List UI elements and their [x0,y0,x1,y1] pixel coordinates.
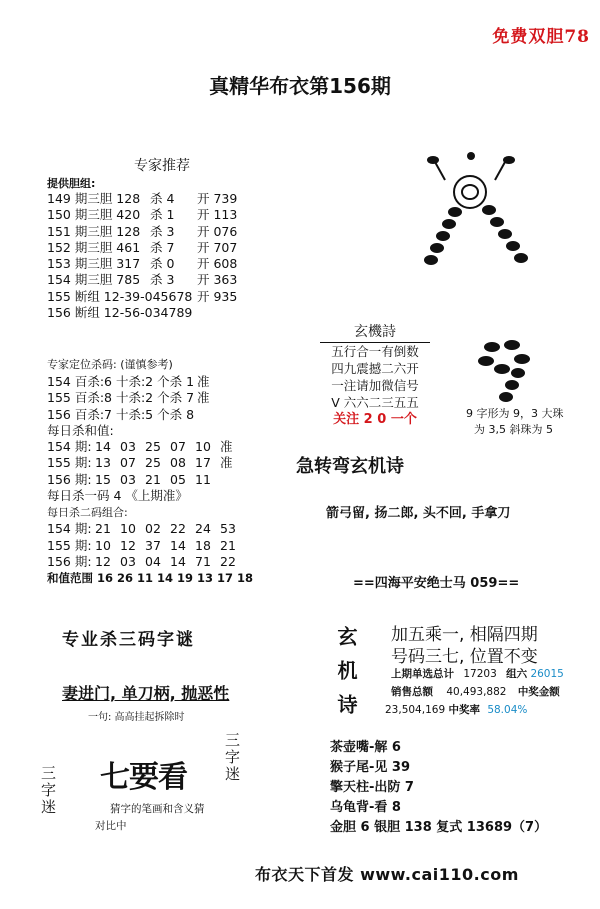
sum-row-num: 10 [195,439,211,455]
pair-row-label: 156 期: [47,553,92,569]
riddle-note-1: 猜字的笔画和含义猜 [110,803,205,815]
pair-heading: 每日杀二码组合: [47,506,128,520]
pair-row [47,521,297,537]
pair-row-num: 21 [220,537,236,553]
expert-row-open: 开 739 [197,191,238,206]
xuanji-line-1: 加五乘一, 相隔四期 [391,625,538,645]
expert-row [47,224,277,240]
pair-row-num: 12 [95,553,111,569]
pair-row [47,538,297,554]
mystic-line: V 六六二三五五 [331,395,419,410]
expert-row-kill: 杀 3 [150,272,175,288]
pair-row-num: 14 [170,537,186,553]
position-kill-row [47,407,297,423]
sum-heading: 每日杀和值: [47,422,114,438]
expert-subheading: 提供胆组: [47,177,96,190]
expert-row-open: 开 363 [197,272,238,288]
abacus-figure-icon [405,150,555,270]
expert-heading: 专家推荐 [134,158,190,174]
horse-line: ==四海平安绝士马 059== [353,576,520,591]
expert-rows [47,191,277,321]
mystic-line: 一注请加微信号 [331,378,419,393]
riddle-note-2: 对比中 [95,820,127,832]
pair-row-num: 71 [195,553,211,569]
expert-row-kill: 杀 7 [150,239,175,255]
xuanji-line-2: 号码三七, 位置不变 [391,647,538,667]
expert-row [47,272,277,288]
position-kill-row [47,374,297,390]
stat1-group-label: 组六 [506,668,528,680]
pair-row-num: 22 [220,553,236,569]
expert-row-kill: 杀 4 [150,191,175,206]
expert-row-issue: 155 断组 12-39-045678 [47,288,193,304]
position-kill-tag: 准 [197,390,210,406]
stat2-value: 40,493,882 [446,686,507,698]
xuanji-vertical-title: 玄机诗 [334,626,358,728]
range-line: 和值范围 16 26 11 14 19 13 17 18 [47,571,254,586]
position-kill-text: 156 百杀:7 十杀:5 个杀 8 [47,406,195,422]
riddle-hint: 一句: 高高挂起拆除时 [88,712,185,723]
sum-row-num: 17 [195,455,211,471]
expert-row [47,289,277,305]
riddle-side-right: 三字迷 [223,732,241,783]
expert-row-issue: 154 期三胆 785 [47,272,141,288]
stat3-value: 23,504,169 [385,704,446,716]
sum-row-label: 154 期: [47,439,92,455]
expert-row-open: 开 113 [197,207,238,223]
sum-row-num: 21 [145,471,161,487]
pair-row-num: 22 [170,521,186,537]
turn-poem-line: 箭弓留, 扬二郎, 头不回, 手拿刀 [326,506,511,521]
mystic-box [320,322,430,429]
tip-item: 茶壶嘴-解 6 [330,740,401,755]
expert-row [47,207,277,223]
sum-row-tag: 准 [220,455,233,471]
sum-row-num: 05 [170,471,186,487]
expert-row [47,305,277,321]
pair-row-num: 14 [170,553,186,569]
sum-row-num: 15 [95,471,111,487]
xuanji-stat-2 [391,684,560,699]
position-kill-rows [47,374,297,423]
sum-row-num: 25 [145,439,161,455]
sum-row-label: 155 期: [47,455,92,471]
mystic-line: 五行合一有倒数 [331,344,419,359]
pair-row-num: 53 [220,521,236,537]
position-kill-row [47,390,297,406]
mystic-title: 玄機詩 [320,322,430,343]
sum-row-tag: 准 [220,439,233,455]
pair-row-num: 37 [145,537,161,553]
pair-row-label: 155 期: [47,537,92,553]
expert-row-open: 开 608 [197,256,238,272]
riddle-phrase: 妻进门, 单刀柄, 抛恶性 [62,684,230,703]
sum-row-num: 14 [95,439,111,455]
tip-item: 擎天柱-出防 7 [330,780,414,795]
mystic-tip-1: 9 字形为 9，3 大珠 [466,407,564,420]
expert-row-issue: 152 期三胆 461 [47,239,141,255]
expert-row-issue: 156 断组 12-56-034789 [47,305,193,321]
pair-row-num: 03 [120,553,136,569]
pair-row-num: 24 [195,521,211,537]
position-kill-tag: 准 [197,374,210,389]
nine-beads-icon [472,335,542,403]
daily-kill: 每日杀一码 4 《上期准》 [47,488,188,504]
expert-row-issue: 150 期三胆 420 [47,207,141,223]
expert-row-kill: 杀 0 [150,256,175,272]
mystic-lines [320,343,430,411]
expert-row-kill: 杀 1 [150,207,175,223]
xuanji-stat-1 [391,666,564,681]
expert-section [47,155,277,321]
pair-row-num: 21 [95,521,111,537]
page-title: 真精华布衣第156期 [209,74,391,98]
expert-row [47,256,277,272]
position-kill-heading: 专家定位杀码: (谨慎参考) [47,358,173,371]
expert-row-issue: 151 期三胆 128 [47,223,141,239]
tip-item: 乌龟背-看 8 [330,800,401,815]
expert-row [47,240,277,256]
position-kill-text: 154 百杀:6 十杀:2 个杀 1 [47,374,195,389]
sum-row-num: 03 [120,471,136,487]
tip-item: 猴子尾-见 39 [330,760,411,775]
turn-poem-title: 急转弯玄机诗 [296,456,404,477]
stat1-value: 17203 [463,668,497,680]
pair-row-num: 10 [95,537,111,553]
expert-row-open: 开 707 [197,239,238,255]
stat2-tail: 中奖金额 [517,686,560,698]
expert-row-open: 开 935 [197,288,238,304]
position-kill-text: 155 百杀:8 十杀:2 个杀 7 [47,390,195,406]
sum-row-num: 13 [95,455,111,471]
stat3-label: 中奖率 [448,704,480,716]
pair-row-num: 02 [145,521,161,537]
free-badge: 免费双胆78 [492,27,590,47]
expert-row [47,191,277,207]
riddle-side-left: 三字迷 [39,765,57,816]
sum-row-num: 25 [145,455,161,471]
tips-list [330,738,547,838]
pair-row-num: 12 [120,537,136,553]
stat3-rate: 58.04% [487,704,528,716]
expert-row-issue: 149 期三胆 128 [47,191,141,206]
mystic-tip-2: 为 3,5 斜珠为 5 [474,423,553,436]
sum-row-label: 156 期: [47,471,92,487]
expert-row-kill: 杀 3 [150,223,175,239]
sum-row-num: 07 [170,439,186,455]
stat1-label: 上期单选总计 [391,668,454,680]
sum-row-num: 08 [170,455,186,471]
stat2-label: 销售总额 [391,686,433,698]
pair-row-label: 154 期: [47,521,92,537]
mystic-line: 四九震撼二六开 [331,361,419,376]
sum-row-num: 03 [120,439,136,455]
xuanji-stat-3 [385,702,527,717]
footer-text: 布衣天下首发 www.cai110.com [255,865,519,884]
pair-row-num: 04 [145,553,161,569]
expert-row-open: 开 076 [197,223,238,239]
mystic-follow: 关注 2 0 一个 [333,412,417,427]
stat1-group-value: 26015 [530,668,564,680]
tip-item: 金胆 6 银胆 138 复式 13689（7） [330,820,548,835]
sum-row-num: 11 [195,471,211,487]
expert-row-issue: 153 期三胆 317 [47,256,141,272]
pair-row-num: 18 [195,537,211,553]
pair-row [47,554,297,570]
sum-row-num: 07 [120,455,136,471]
riddle-heading: 专业杀三码字谜 [62,630,195,650]
riddle-big-word: 七要看 [100,760,187,795]
pair-rows [47,521,297,570]
pair-row-num: 10 [120,521,136,537]
